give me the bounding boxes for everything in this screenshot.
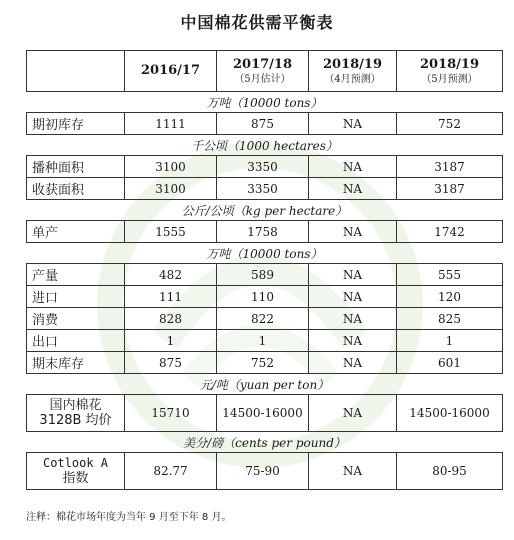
- table-cell: 14500-16000: [397, 395, 503, 432]
- table-cell: 120: [397, 286, 503, 308]
- table-cell: 3100: [125, 156, 217, 178]
- table-row: [27, 453, 503, 490]
- table-cell: 828: [125, 308, 217, 330]
- table-cell: NA: [309, 395, 397, 432]
- table-cell: 14500-16000: [217, 395, 309, 432]
- table-cell: 601: [397, 352, 503, 374]
- unit-label: 元/吨（yuan per ton）: [27, 374, 503, 395]
- unit-label: 万吨（10000 tons）: [27, 92, 503, 113]
- table-cell: NA: [309, 286, 397, 308]
- unit-label: 公斤/公顷（kg per hectare）: [27, 200, 503, 221]
- table-cell: NA: [309, 178, 397, 200]
- table-cell: NA: [309, 113, 397, 135]
- table-cell: 482: [125, 264, 217, 286]
- table-cell: 75-90: [217, 453, 309, 490]
- table-row: [27, 330, 503, 352]
- unit-row: [27, 243, 503, 264]
- unit-label: 美分/磅（cents per pound）: [27, 432, 503, 453]
- table-cell: NA: [309, 221, 397, 243]
- header-row: [27, 51, 503, 92]
- row-label-line: 3128B 均价: [39, 413, 112, 428]
- table-cell: 3350: [217, 178, 309, 200]
- header-col-1: 2016/17: [125, 51, 217, 92]
- table-cell: 822: [217, 308, 309, 330]
- table-cell: 1: [125, 330, 217, 352]
- table-row: [27, 156, 503, 178]
- table-cell: 1742: [397, 221, 503, 243]
- page-title: 中国棉花供需平衡表: [180, 13, 334, 32]
- row-label: 期初库存: [27, 113, 125, 135]
- row-label: 播种面积: [27, 156, 125, 178]
- table-row: [27, 264, 503, 286]
- table-row: [27, 113, 503, 135]
- header-col-2: 2017/18 （5月估计）: [217, 51, 309, 92]
- footnote: 注释：棉花市场年度为当年 9 月至下年 8 月。: [26, 512, 232, 523]
- table-cell: 752: [397, 113, 503, 135]
- table-cell: 3100: [125, 178, 217, 200]
- table-row: [27, 286, 503, 308]
- table-cell: 752: [217, 352, 309, 374]
- table-cell: 82.77: [125, 453, 217, 490]
- table-cell: 1555: [125, 221, 217, 243]
- row-label: [27, 395, 125, 432]
- header-col-4: 2018/19 （5月预测）: [397, 51, 503, 92]
- cotton-balance-table: [26, 50, 503, 490]
- header-corner: [27, 51, 125, 92]
- header-col-3: 2018/19 （4月预测）: [309, 51, 397, 92]
- table-row: [27, 221, 503, 243]
- table-row: [27, 308, 503, 330]
- row-label-line: Cotlook A: [42, 456, 109, 470]
- unit-row: [27, 374, 503, 395]
- table-cell: 1111: [125, 113, 217, 135]
- table-cell: NA: [309, 453, 397, 490]
- table-cell: NA: [309, 308, 397, 330]
- table-cell: 15710: [125, 395, 217, 432]
- unit-label: 千公顷（1000 hectares）: [27, 135, 503, 156]
- table-row: [27, 178, 503, 200]
- row-label: 收获面积: [27, 178, 125, 200]
- table-cell: 1: [217, 330, 309, 352]
- table-cell: 110: [217, 286, 309, 308]
- table-cell: 875: [217, 113, 309, 135]
- table-cell: 1758: [217, 221, 309, 243]
- table-cell: NA: [309, 156, 397, 178]
- table-cell: 1: [397, 330, 503, 352]
- table-cell: NA: [309, 352, 397, 374]
- row-label: 进口: [27, 286, 125, 308]
- row-label: [27, 453, 125, 490]
- table-cell: NA: [309, 330, 397, 352]
- table-cell: 875: [125, 352, 217, 374]
- unit-row: [27, 92, 503, 113]
- row-label: 单产: [27, 221, 125, 243]
- row-label-line: 指数: [62, 471, 89, 486]
- row-label: 产量: [27, 264, 125, 286]
- table-cell: 3350: [217, 156, 309, 178]
- table-cell: 3187: [397, 178, 503, 200]
- unit-row: [27, 135, 503, 156]
- table-row: [27, 352, 503, 374]
- row-label-line: 国内棉花: [49, 398, 102, 413]
- table-row: [27, 395, 503, 432]
- table-cell: 555: [397, 264, 503, 286]
- unit-label: 万吨（10000 tons）: [27, 243, 503, 264]
- table-cell: 589: [217, 264, 309, 286]
- unit-row: [27, 432, 503, 453]
- table-cell: 80-95: [397, 453, 503, 490]
- table-cell: 825: [397, 308, 503, 330]
- row-label: 出口: [27, 330, 125, 352]
- unit-row: [27, 200, 503, 221]
- row-label: 期末库存: [27, 352, 125, 374]
- table-cell: 3187: [397, 156, 503, 178]
- row-label: 消费: [27, 308, 125, 330]
- table-cell: 111: [125, 286, 217, 308]
- table-cell: NA: [309, 264, 397, 286]
